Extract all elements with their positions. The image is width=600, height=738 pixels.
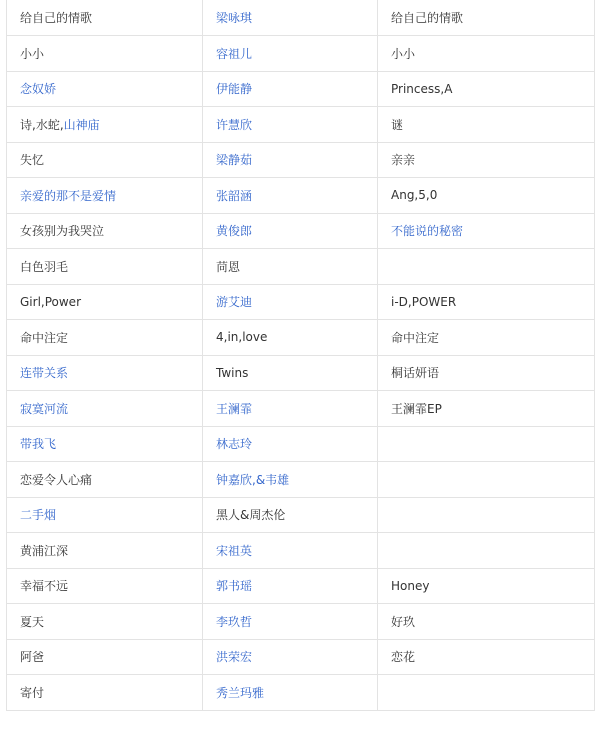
cell-text: 幸福不远	[20, 579, 69, 594]
cell-link[interactable]: 山神庙	[63, 117, 100, 132]
artist-cell	[203, 462, 378, 498]
cell-text: 给自己的情歌	[391, 11, 464, 25]
cell-link[interactable]: 梁静茹	[216, 153, 253, 168]
cell-link[interactable]: 容祖儿	[216, 46, 253, 61]
song-cell	[7, 533, 203, 569]
album-cell	[378, 36, 595, 72]
artist-cell	[203, 142, 378, 178]
artist-cell	[203, 675, 378, 711]
cell-text: 4,in,love	[216, 330, 268, 345]
cell-text: 失忆	[20, 153, 45, 168]
cell-text: Twins	[216, 365, 249, 380]
artist-cell	[203, 639, 378, 675]
cell-link[interactable]: 许慧欣	[216, 117, 253, 132]
cell-text: 谜	[391, 117, 404, 132]
song-cell	[7, 604, 203, 640]
cell-link[interactable]: 钟嘉欣,&韦雄	[216, 472, 290, 487]
table-row	[7, 604, 595, 640]
song-cell	[7, 0, 203, 36]
song-cell	[7, 249, 203, 285]
cell-text: 给自己的情歌	[20, 11, 93, 25]
album-cell	[378, 320, 595, 356]
table-row	[7, 107, 595, 143]
table-row	[7, 320, 595, 356]
cell-text: 命中注定	[391, 330, 440, 345]
album-cell	[378, 178, 595, 214]
cell-link[interactable]: 伊能静	[216, 82, 253, 97]
cell-link[interactable]: 游艾迪	[216, 295, 253, 310]
song-cell	[7, 497, 203, 533]
table-row	[7, 462, 595, 498]
cell-link[interactable]: 亲爱的那不是爱情	[20, 188, 117, 203]
cell-text: 好玖	[391, 614, 416, 629]
table-row	[7, 71, 595, 107]
table-row	[7, 497, 595, 533]
cell-link[interactable]: 李玖哲	[216, 614, 253, 629]
cell-text: 夏天	[20, 614, 45, 629]
cell-text: 阿爸	[20, 650, 45, 665]
cell-text: 恋花	[391, 650, 416, 665]
table-row	[7, 213, 595, 249]
cell-text: 王澜霏EP	[391, 401, 442, 416]
song-cell	[7, 178, 203, 214]
cell-text: 小小	[20, 46, 45, 61]
album-cell	[378, 426, 595, 462]
table-row	[7, 0, 595, 36]
album-cell	[378, 0, 595, 36]
artist-cell	[203, 249, 378, 285]
artist-cell	[203, 568, 378, 604]
album-cell	[378, 355, 595, 391]
cell-text: 桐话妍语	[391, 366, 440, 381]
song-table-body	[7, 0, 595, 710]
cell-text: Girl,Power	[20, 294, 81, 309]
cell-link[interactable]: 二手烟	[20, 508, 57, 523]
cell-link[interactable]: 连带关系	[20, 366, 69, 381]
album-cell	[378, 284, 595, 320]
song-cell	[7, 284, 203, 320]
cell-link[interactable]: 不能说的秘密	[391, 224, 464, 239]
album-cell	[378, 142, 595, 178]
song-cell	[7, 355, 203, 391]
cell-text: Princess,A	[391, 81, 453, 96]
cell-text: Ang,5,0	[391, 188, 438, 203]
artist-cell	[203, 107, 378, 143]
song-cell	[7, 568, 203, 604]
cell-text: 黑人&周杰伦	[216, 508, 286, 523]
table-row	[7, 178, 595, 214]
table-row	[7, 568, 595, 604]
cell-text: Honey	[391, 578, 430, 593]
artist-cell	[203, 36, 378, 72]
cell-link[interactable]: 洪荣宏	[216, 650, 253, 665]
song-cell	[7, 71, 203, 107]
cell-link[interactable]: 宋祖英	[216, 543, 253, 558]
cell-text: 寄付	[20, 685, 45, 700]
table-row	[7, 284, 595, 320]
cell-link[interactable]: 林志玲	[216, 437, 253, 452]
cell-link[interactable]: 郭书瑶	[216, 579, 253, 594]
album-cell	[378, 391, 595, 427]
artist-cell	[203, 284, 378, 320]
cell-link[interactable]: 王澜霏	[216, 401, 253, 416]
song-cell	[7, 391, 203, 427]
table-row	[7, 675, 595, 711]
album-cell	[378, 213, 595, 249]
album-cell	[378, 462, 595, 498]
artist-cell	[203, 533, 378, 569]
artist-cell	[203, 71, 378, 107]
cell-text: 苘恩	[216, 259, 241, 274]
cell-text: 亲亲	[391, 153, 416, 168]
artist-cell	[203, 213, 378, 249]
artist-cell	[203, 178, 378, 214]
artist-cell	[203, 604, 378, 640]
cell-link[interactable]: 秀兰玛雅	[216, 685, 265, 700]
artist-cell	[203, 391, 378, 427]
cell-text: 女孩别为我哭泣	[20, 224, 105, 239]
artist-cell	[203, 0, 378, 36]
album-cell	[378, 249, 595, 285]
cell-text: 恋爱令人心痛	[20, 472, 93, 487]
song-cell	[7, 320, 203, 356]
cell-text: 白色羽毛	[20, 259, 69, 274]
table-row	[7, 639, 595, 675]
table-row	[7, 142, 595, 178]
artist-cell	[203, 320, 378, 356]
cell-text: 黄浦江深	[20, 543, 69, 558]
album-cell	[378, 568, 595, 604]
song-cell	[7, 36, 203, 72]
album-cell	[378, 533, 595, 569]
album-cell	[378, 604, 595, 640]
cell-link[interactable]: 寂寞河流	[20, 401, 69, 416]
cell-text: 诗,水蛇,	[20, 117, 64, 132]
artist-cell	[203, 497, 378, 533]
artist-cell	[203, 426, 378, 462]
table-row	[7, 249, 595, 285]
cell-link[interactable]: 念奴娇	[20, 82, 57, 97]
album-cell	[378, 71, 595, 107]
album-cell	[378, 639, 595, 675]
song-cell	[7, 142, 203, 178]
song-cell	[7, 213, 203, 249]
cell-text: 命中注定	[20, 330, 69, 345]
cell-link[interactable]: 张韶涵	[216, 188, 253, 203]
cell-link[interactable]: 梁咏琪	[216, 11, 253, 25]
cell-link[interactable]: 带我飞	[20, 437, 57, 452]
cell-text: i-D,POWER	[391, 294, 457, 309]
album-cell	[378, 675, 595, 711]
cell-text: 小小	[391, 46, 416, 61]
album-cell	[378, 107, 595, 143]
cell-link[interactable]: 黄俊郎	[216, 224, 253, 239]
song-table	[6, 0, 595, 711]
table-row	[7, 426, 595, 462]
table-row	[7, 391, 595, 427]
song-cell	[7, 639, 203, 675]
song-cell	[7, 426, 203, 462]
table-row	[7, 36, 595, 72]
album-cell	[378, 497, 595, 533]
song-cell	[7, 675, 203, 711]
table-row	[7, 533, 595, 569]
table-row	[7, 355, 595, 391]
artist-cell	[203, 355, 378, 391]
song-cell	[7, 462, 203, 498]
song-cell	[7, 107, 203, 143]
